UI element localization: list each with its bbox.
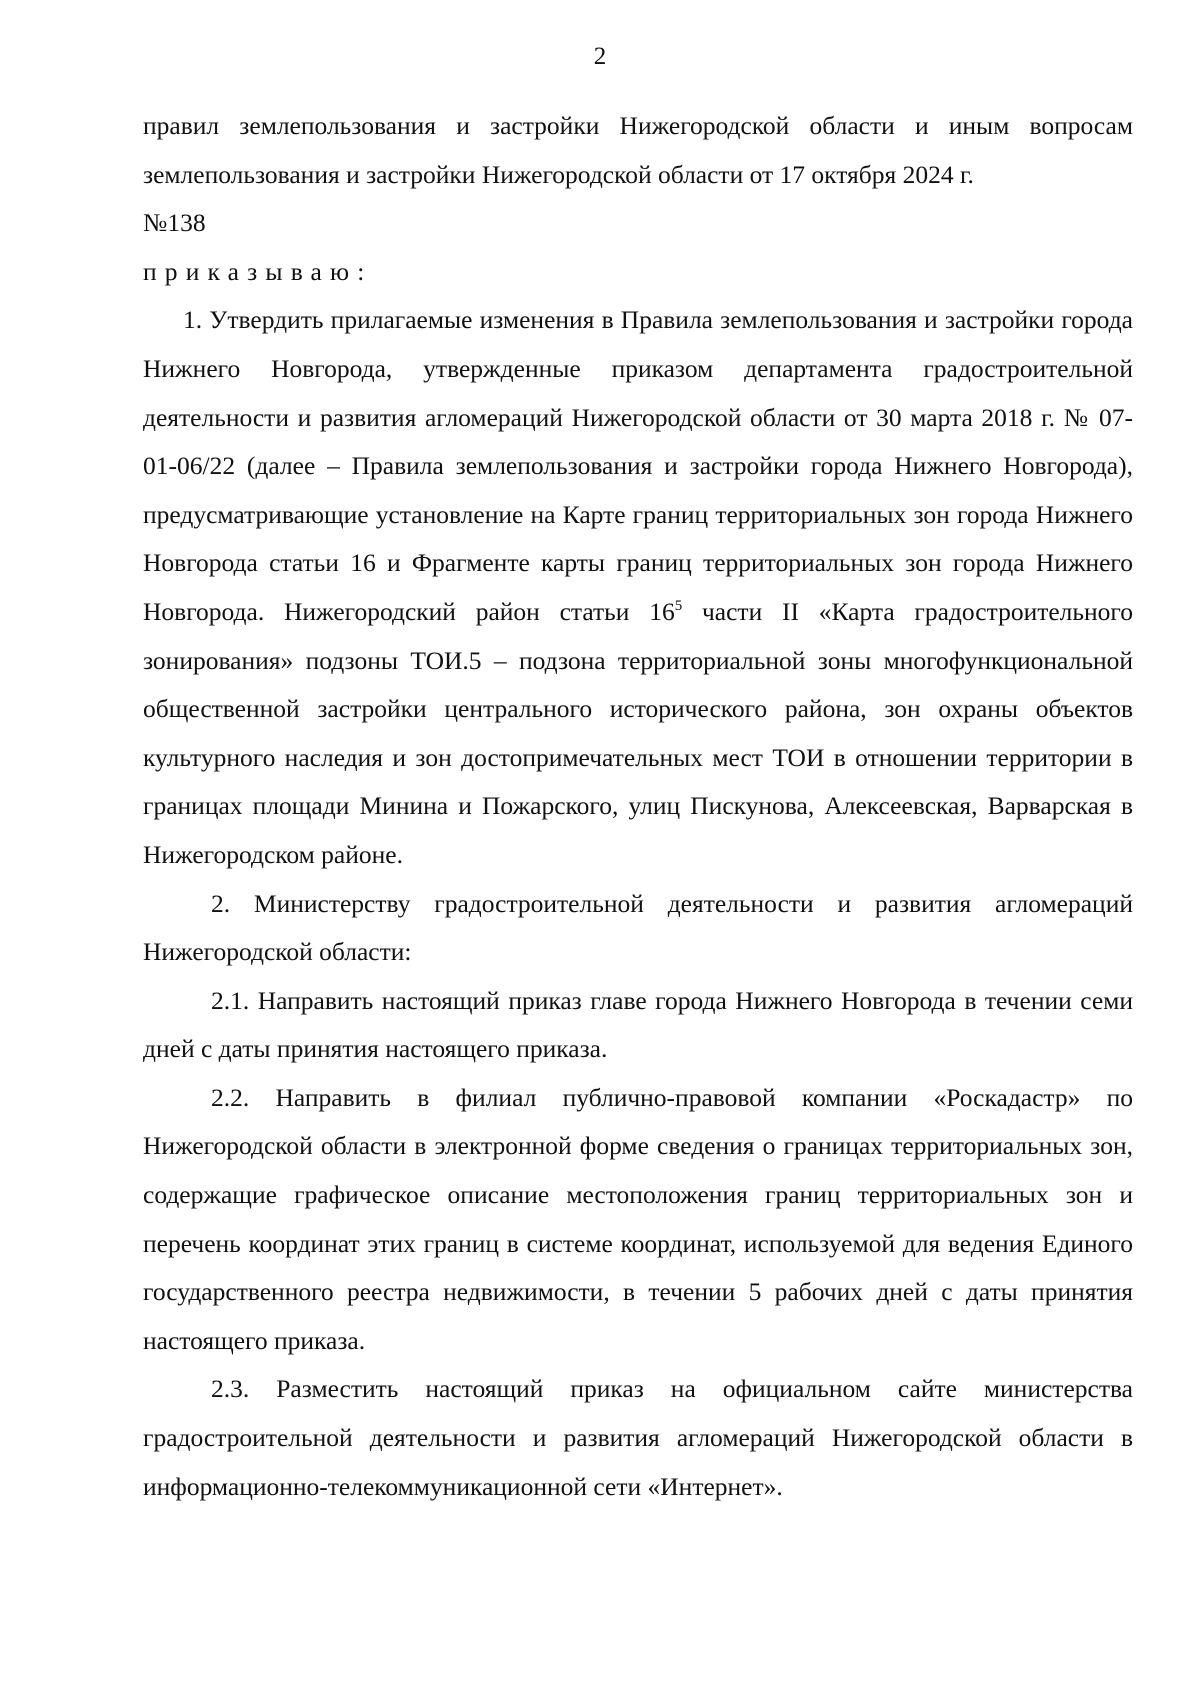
item-1-superscript: 5 (674, 597, 683, 614)
item-1-paragraph (143, 296, 1133, 879)
document-body (143, 102, 1133, 1511)
item-2-paragraph: 2. Министерству градостроительной деятельности и развития агломераций Нижегородской области: (143, 888, 1133, 967)
intro-number: №138 (143, 208, 206, 238)
item-1-text: 1. Утвердить прилагаемые изменения в Правила землепользования и застройки города Нижнего Новгорода, утвержденные приказом департамента градостроительной деятельности и развития агломераций Нижегородской области от 30 марта 2018 г. № 07-01-06/22 (далее – Правила землепользования и застройки города Нижнего Новгорода), предусматривающие установление на Карте границ территориальных зон города Нижнего Новгорода статьи 16 и Фрагменте карты границ территориальных зон города Нижнего Новгорода. Нижегородский район статьи 16 (143, 305, 1133, 626)
item-2-3-paragraph: 2.3. Разместить настоящий приказ на официальном сайте министерства градостроительной деятельности и развития агломераций Нижегородской области в информационно-телекоммуникационной сети «Интернет». (143, 1374, 1133, 1501)
item-1-text-continued: части II «Карта градостроительного зонирования» подзоны ТОИ.5 – подзона территориальной зоны многофункциональной общественной застройки центрального исторического района, зон охраны объектов культурного наследия и зон достопримечательных мест ТОИ в отношении территории в границах площади Минина и Пожарского, улиц Пискунова, Алексеевская, Варварская в Нижегородском районе. (143, 596, 1133, 869)
order-word: приказываю: (143, 256, 373, 286)
page-number: 2 (593, 43, 607, 70)
item-2-2-paragraph: 2.2. Направить в филиал публично-правовой компании «Роскадастр» по Нижегородской области в электронной форме сведения о границах территориальных зон, содержащие графическое описание местоположения границ территориальных зон и перечень координат этих границ в системе координат, используемой для ведения Единого государственного реестра недвижимости, в течении 5 рабочих дней с даты принятия настоящего приказа. (143, 1082, 1133, 1355)
item-2-1-paragraph: 2.1. Направить настоящий приказ главе города Нижнего Новгорода в течении семи дней с даты принятия настоящего приказа. (143, 985, 1133, 1064)
intro-paragraph: правил землепользования и застройки Нижегородской области и иным вопросам землепользования и застройки Нижегородской области от 17 октября 2024 г. (143, 111, 1133, 189)
